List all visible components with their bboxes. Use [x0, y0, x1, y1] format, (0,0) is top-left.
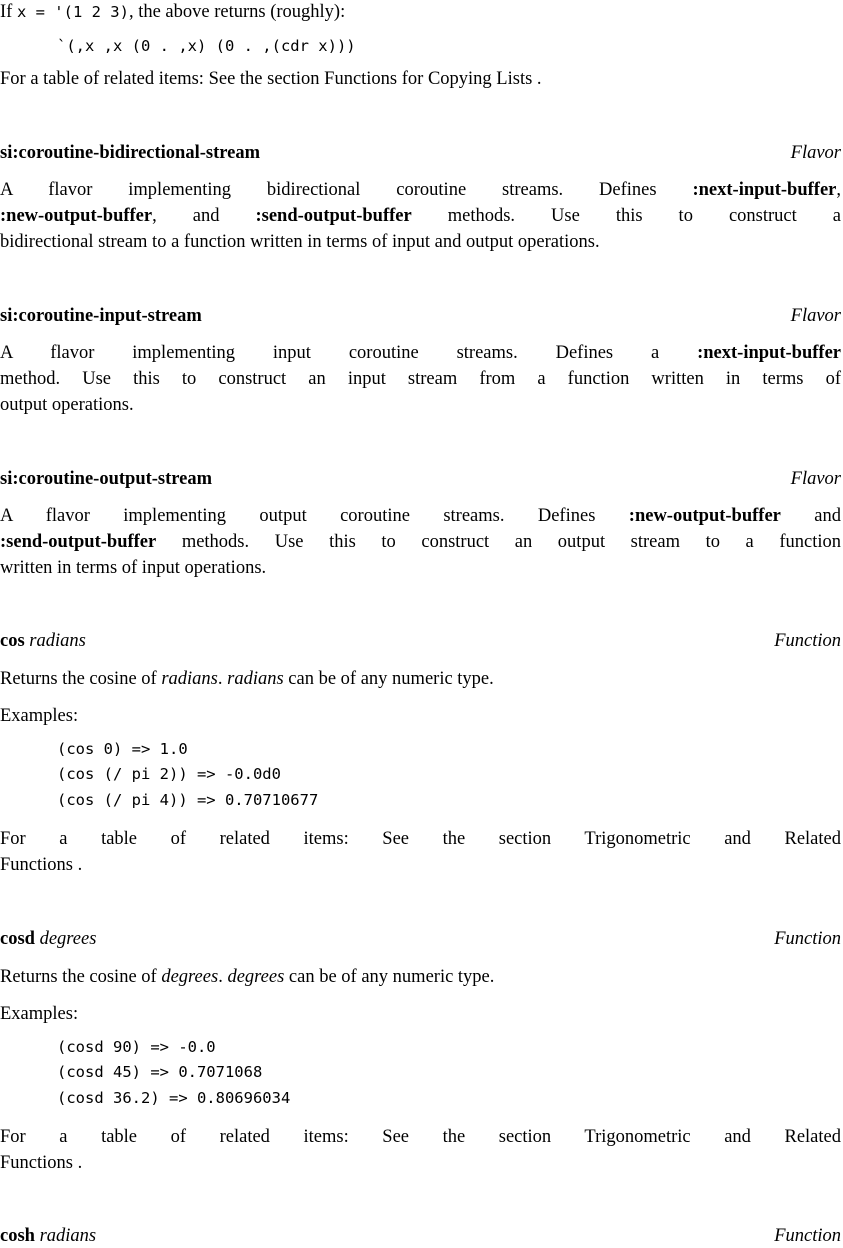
related-items-text: Functions .	[0, 1153, 83, 1173]
entry-name: si:coroutine-input-stream	[0, 306, 202, 326]
code-example: (cosd 45) => 0.7071068	[57, 1063, 263, 1081]
entry-description: A flavor implementing bidirectional coroutine streams. Defines :next-input-buffer,	[0, 180, 841, 200]
entry-description: method. Use this to construct an input stream from a function written in terms of	[0, 369, 841, 389]
intro-text: If x = '(1 2 3), the above returns (roughly):	[0, 2, 346, 22]
related-items-text: For a table of related items: See the section Trigonometric and Related	[0, 1127, 841, 1147]
related-items-text: Functions .	[0, 855, 83, 875]
entry-description: output operations.	[0, 395, 134, 415]
examples-label: Examples:	[0, 1004, 79, 1024]
entry-kind: Flavor	[790, 306, 841, 326]
entry-kind: Function	[774, 929, 841, 949]
entry-arg: radians	[39, 1226, 97, 1246]
entry-name: cosh	[0, 1226, 35, 1246]
entry-arg: degrees	[39, 929, 97, 949]
examples-label: Examples:	[0, 706, 79, 726]
related-items-text: For a table of related items: See the section Functions for Copying Lists .	[0, 69, 542, 89]
entry-arg: radians	[29, 631, 86, 651]
code-example: `(,x ,x (0 . ,x) (0 . ,(cdr x)))	[57, 37, 356, 55]
entry-kind: Flavor	[790, 143, 841, 163]
code-example: (cos (/ pi 2)) => -0.0d0	[57, 765, 281, 783]
code-example: (cos (/ pi 4)) => 0.70710677	[57, 791, 319, 809]
entry-description: A flavor implementing input coroutine streams. Defines a :next-input-buffer	[0, 343, 841, 363]
entry-description: :send-output-buffer methods. Use this to construct an output stream to a function	[0, 532, 841, 552]
entry-header	[0, 1224, 841, 1248]
entry-kind: Function	[774, 631, 841, 651]
entry-name: si:coroutine-bidirectional-stream	[0, 143, 260, 163]
entry-header	[0, 141, 841, 165]
entry-name: si:coroutine-output-stream	[0, 469, 213, 489]
entry-description: A flavor implementing output coroutine streams. Defines :new-output-buffer and	[0, 506, 841, 526]
entry-name: cos	[0, 631, 25, 651]
entry-name: cosd	[0, 929, 35, 949]
entry-description: :new-output-buffer, and :send-output-buffer methods. Use this to construct a	[0, 206, 841, 226]
entry-description: Returns the cosine of radians. radians can be of any numeric type.	[0, 669, 494, 689]
entry-description: bidirectional stream to a function written in terms of input and output operations.	[0, 232, 600, 252]
entry-description: Returns the cosine of degrees. degrees can be of any numeric type.	[0, 967, 495, 987]
entry-description: written in terms of input operations.	[0, 558, 267, 578]
entry-kind: Function	[774, 1226, 841, 1246]
code-example: (cosd 36.2) => 0.80696034	[57, 1089, 291, 1107]
entry-header	[0, 467, 841, 491]
entry-header	[0, 304, 841, 328]
related-items-text: For a table of related items: See the section Trigonometric and Related	[0, 829, 841, 849]
code-example: (cos 0) => 1.0	[57, 740, 188, 758]
entry-header	[0, 927, 841, 951]
code-example: (cosd 90) => -0.0	[57, 1038, 216, 1056]
entry-header	[0, 629, 841, 653]
entry-kind: Flavor	[790, 469, 841, 489]
